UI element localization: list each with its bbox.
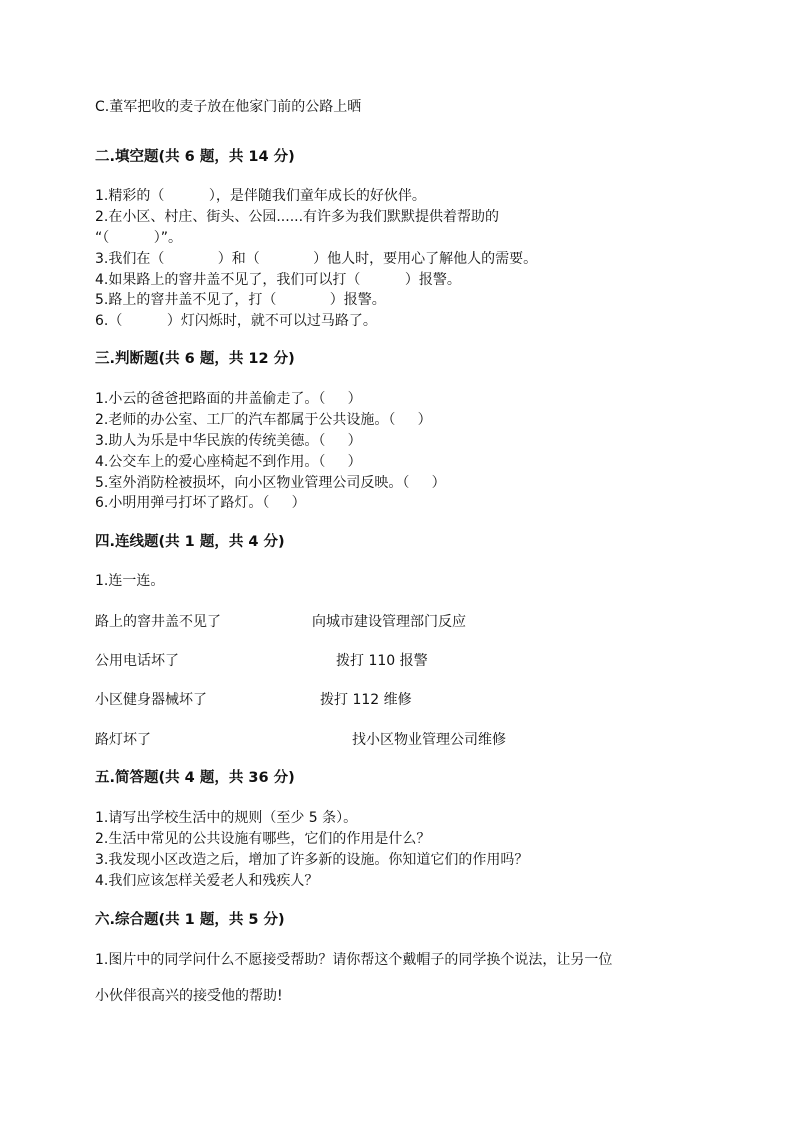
match-left-2: 公用电话坏了 [95, 653, 179, 669]
short-answer-2: 2.生活中常见的公共设施有哪些，它们的作用是什么？ [95, 831, 431, 847]
judge-question-5: 5.室外消防栓被损坏，向小区物业管理公司反映。（ ） [95, 475, 446, 491]
section-4-heading: 四.连线题(共 1 题，共 4 分) [95, 534, 285, 550]
match-right-2: 拨打 110 报警 [336, 653, 428, 669]
fill-question-4: 4.如果路上的窨井盖不见了，我们可以打（ ）报警。 [95, 272, 461, 288]
match-right-3: 拨打 112 维修 [320, 692, 412, 708]
match-left-1: 路上的窨井盖不见了 [95, 614, 221, 630]
fill-question-5: 5.路上的窨井盖不见了，打（ ）报警。 [95, 292, 386, 308]
fill-question-1: 1.精彩的（ ），是伴随我们童年成长的好伙伴。 [95, 188, 426, 204]
comprehensive-question-line-2: 小伙伴很高兴的接受他的帮助! [95, 988, 283, 1004]
section-3-heading: 三.判断题(共 6 题，共 12 分) [95, 351, 295, 367]
fill-question-3: 3.我们在（ ）和（ ）他人时，要用心了解他人的需要。 [95, 251, 538, 267]
short-answer-4: 4.我们应该怎样关爱老人和残疾人？ [95, 873, 319, 889]
judge-question-3: 3.助人为乐是中华民族的传统美德。（ ） [95, 433, 362, 449]
match-right-4: 找小区物业管理公司维修 [352, 732, 506, 748]
judge-question-6: 6.小明用弹弓打坏了路灯。（ ） [95, 495, 306, 511]
fill-question-2-line-2: “（ ）”。 [95, 230, 183, 246]
judge-question-2: 2.老师的办公室、工厂的汽车都属于公共设施。（ ） [95, 412, 432, 428]
section-5-heading: 五.简答题(共 4 题，共 36 分) [95, 770, 295, 786]
match-left-4: 路灯坏了 [95, 732, 151, 748]
match-left-3: 小区健身器械坏了 [95, 692, 207, 708]
short-answer-3: 3.我发现小区改造之后，增加了许多新的设施。你知道它们的作用吗？ [95, 852, 529, 868]
match-instruction: 1.连一连。 [95, 573, 165, 589]
section-2-heading: 二.填空题(共 6 题，共 14 分) [95, 149, 295, 165]
fill-question-2-line-1: 2.在小区、村庄、街头、公园......有许多为我们默默提供着帮助的 [95, 209, 500, 225]
match-right-1: 向城市建设管理部门反应 [312, 614, 466, 630]
judge-question-4: 4.公交车上的爱心座椅起不到作用。（ ） [95, 454, 362, 470]
judge-question-1: 1.小云的爸爸把路面的井盖偷走了。（ ） [95, 391, 362, 407]
c-option-line: C.董军把收的麦子放在他家门前的公路上晒 [95, 99, 362, 115]
fill-question-6: 6.（ ）灯闪烁时，就不可以过马路了。 [95, 313, 377, 329]
short-answer-1: 1.请写出学校生活中的规则（至少 5 条）。 [95, 810, 358, 826]
comprehensive-question-line-1: 1.图片中的同学问什么不愿接受帮助？请你帮这个戴帽子的同学换个说法，让另一位 [95, 952, 613, 968]
section-6-heading: 六.综合题(共 1 题，共 5 分) [95, 912, 285, 928]
